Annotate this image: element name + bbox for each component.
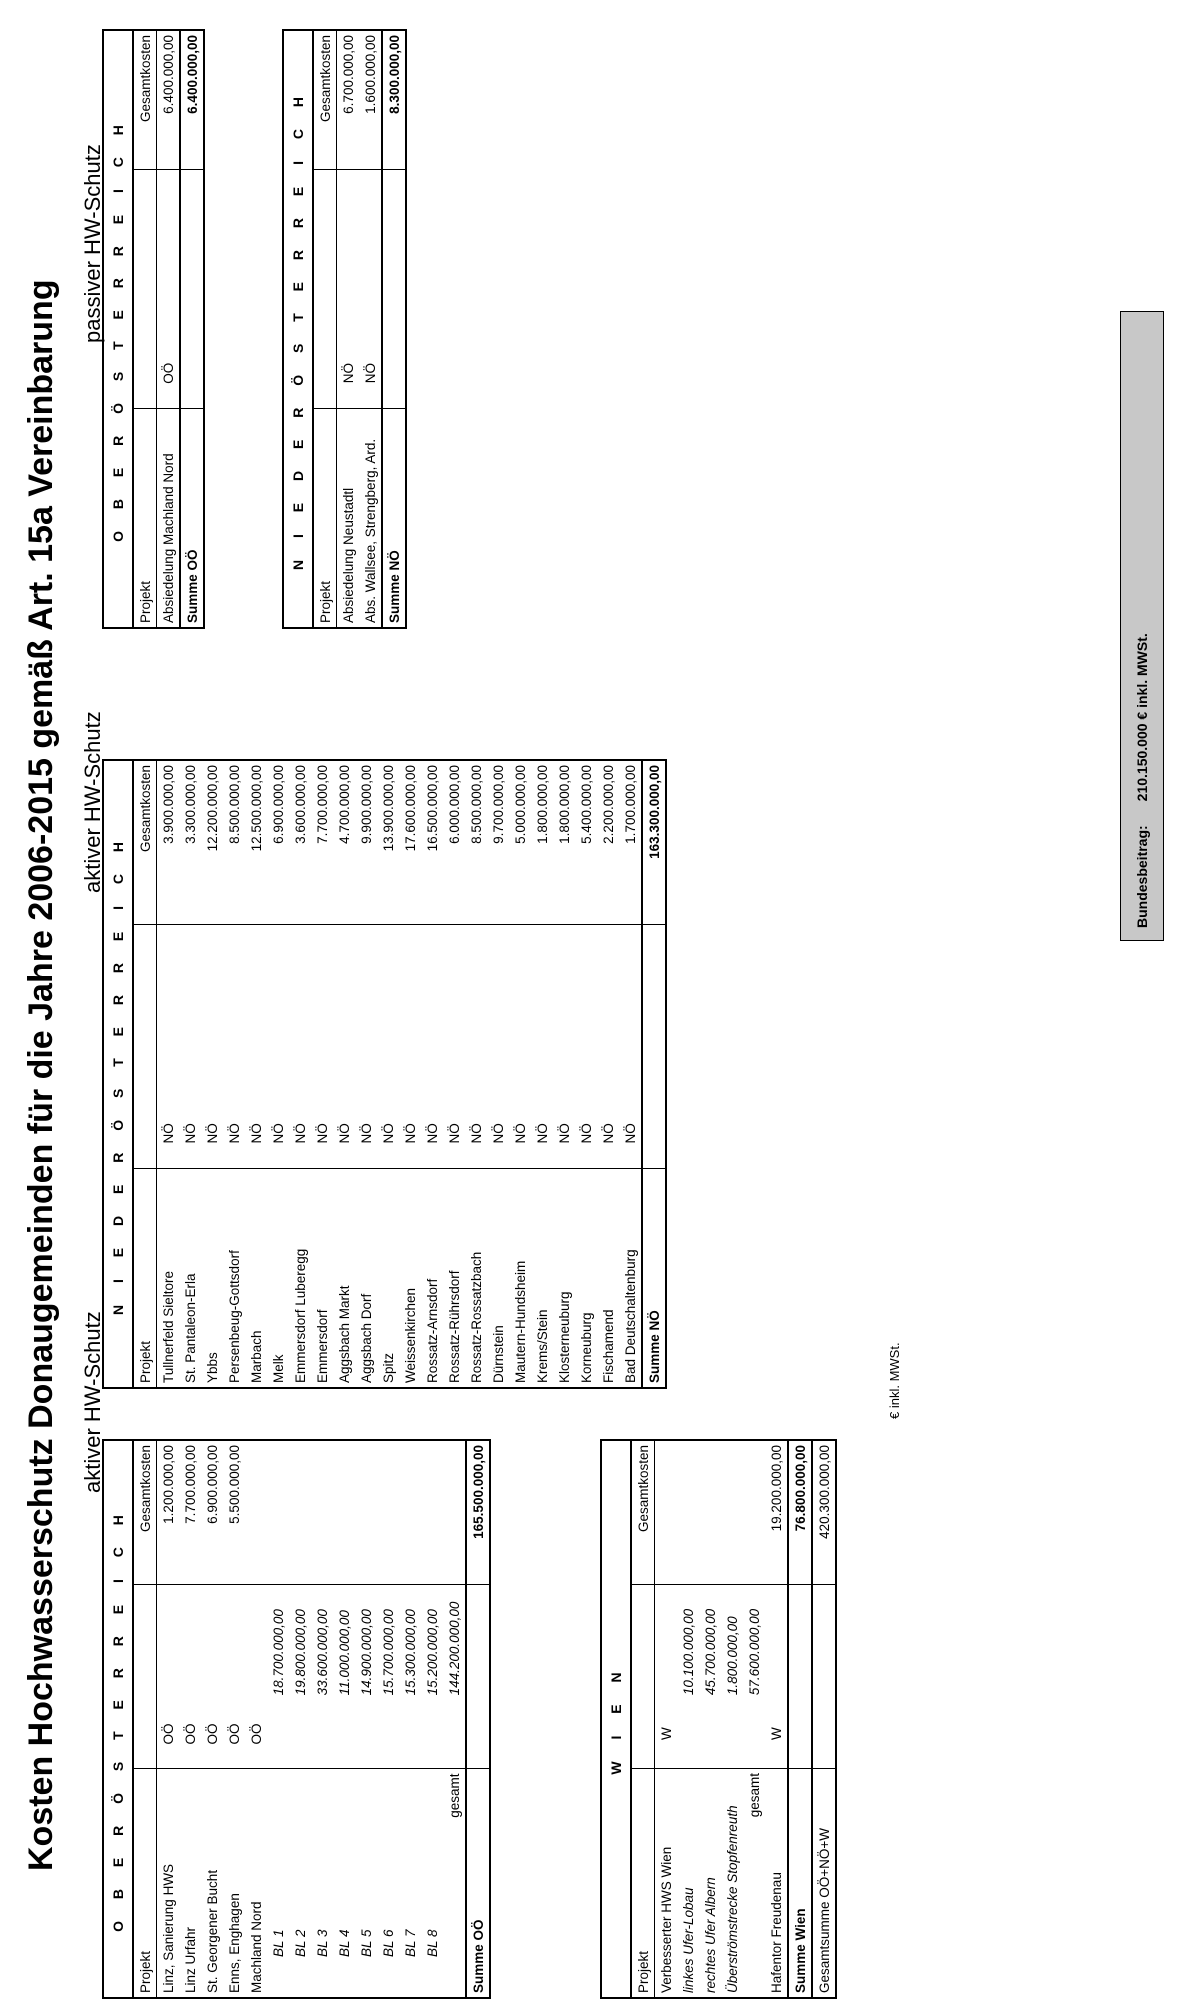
row-land: NÖ: [487, 1099, 509, 1169]
gesamt-value: 57.600.000,00: [746, 1608, 762, 1696]
region-header: N I E D E R Ö S T E R R E I C H: [103, 760, 133, 1388]
row-cost: 3.300.000,00: [179, 760, 201, 925]
row-cost: 13.900.000,00: [377, 760, 399, 925]
table-row: [337, 30, 360, 628]
table-row: [377, 760, 399, 1388]
col-projekt: Projekt: [631, 1768, 655, 1998]
row-subtotal: 45.700.000,00: [702, 1608, 718, 1696]
row-cost: 9.900.000,00: [355, 760, 377, 925]
row-project-name: Tullnerfeld Sieltore: [160, 1270, 176, 1383]
row-cost: 6.700.000,00: [337, 30, 360, 170]
row-land: NÖ: [245, 1099, 267, 1169]
row-project-name: Rossatz-Arnsdorf: [424, 1278, 440, 1383]
row-land: OÖ: [245, 1699, 267, 1769]
hafen-cost: 19.200.000,00: [765, 1440, 788, 1584]
row-subtotal: 11.000.000,00: [336, 1610, 352, 1696]
row-cost: 1.200.000,00: [157, 1440, 180, 1585]
row-cost: [699, 1440, 721, 1584]
row-project-name: Linz Urfahr: [182, 1926, 198, 1993]
sum-label: Summe OÖ: [466, 1769, 490, 1998]
row-land: [421, 1699, 443, 1769]
row-land: NÖ: [465, 1099, 487, 1169]
row-land: [677, 1699, 699, 1768]
row-cost: 6.000.000,00: [443, 760, 465, 925]
table-wien: [600, 1439, 837, 1999]
row-project-name: St. Georgener Bucht: [204, 1869, 220, 1993]
row-project-name: Enns, Enghagen: [226, 1893, 242, 1993]
row-project-name: Absiedelung Neustadtl: [340, 487, 356, 623]
row-cost: 1.800.000,00: [553, 760, 575, 925]
table-row: [597, 760, 619, 1388]
table-row: [311, 1440, 333, 1998]
sum-value: 6.400.000,00: [180, 30, 204, 170]
row-project-name: Persenbeug-Gottsdorf: [226, 1250, 242, 1383]
row-subtotal: 15.700.000,00: [380, 1609, 396, 1696]
region-header: N I E D E R Ö S T E R R E I C H: [283, 30, 313, 628]
row-subtotal: [245, 1585, 267, 1700]
row-project-name: Emmersdorf: [314, 1309, 330, 1383]
table-row: [179, 1440, 201, 1998]
row-land: NÖ: [201, 1099, 223, 1169]
total-value: 420.300.000,00: [812, 1440, 836, 1584]
row-cost: [355, 1440, 377, 1585]
row-subtotal: 19.800.000,00: [292, 1609, 308, 1696]
row-cost: 7.700.000,00: [311, 760, 333, 925]
row-cost: 1.600.000,00: [359, 30, 382, 170]
row-project-name: Ybbs: [204, 1352, 220, 1383]
row-cost: 6.900.000,00: [201, 1440, 223, 1585]
table-row: [245, 760, 267, 1388]
gesamt-label: gesamt: [446, 1773, 462, 1818]
table-row: [223, 760, 245, 1388]
row-land: NÖ: [157, 1099, 180, 1169]
row-project-name: BL 5: [358, 1929, 374, 1957]
table-noe-passiv: [282, 29, 407, 629]
table-row: [465, 760, 487, 1388]
table-ooe-aktiv: [102, 1439, 491, 1999]
sum-value: 8.300.000,00: [382, 30, 406, 170]
row-land: NÖ: [399, 1099, 421, 1169]
page-title: Kosten Hochwasserschutz Donaugemeinden für die Jahre 2006-2015 gemäß Art. 15a Vereinbarung: [22, 279, 60, 1871]
row-land: NÖ: [333, 1099, 355, 1169]
table-row: [267, 1440, 289, 1998]
row-project-name: Verbesserter HWS Wien: [658, 1846, 674, 1993]
row-cost: [377, 1440, 399, 1585]
table-row: [421, 760, 443, 1388]
total-note: € inkl. MWSt.: [887, 1342, 902, 1419]
table-row: [355, 760, 377, 1388]
row-project-name: Fischamend: [600, 1309, 616, 1383]
row-project-name: Aggsbach Dorf: [358, 1293, 374, 1383]
gesamt-label: gesamt: [746, 1772, 762, 1818]
row-cost: 3.600.000,00: [289, 760, 311, 925]
table-row: [509, 760, 531, 1388]
row-subtotal: 14.900.000,00: [358, 1609, 374, 1696]
row-land: NÖ: [597, 1099, 619, 1169]
row-cost: 5.000.000,00: [509, 760, 531, 925]
row-land: [699, 1699, 721, 1768]
row-land: NÖ: [311, 1099, 333, 1169]
row-land: [267, 1699, 289, 1769]
col-projekt: Projekt: [133, 408, 157, 628]
row-land: NÖ: [443, 1099, 465, 1169]
row-project-name: Spitz: [380, 1352, 396, 1383]
bundesbeitrag-value: 210.150.000 € inkl. MWSt.: [1134, 633, 1150, 802]
row-project-name: St. Pantaleon-Erla: [182, 1273, 198, 1383]
table-row: [289, 1440, 311, 1998]
row-project-name: Krems/Stein: [534, 1309, 550, 1383]
gesamt-value: 144.200.000,00: [446, 1601, 462, 1696]
table-row: [311, 760, 333, 1388]
row-project-name: BL 8: [424, 1929, 440, 1957]
row-cost: [333, 1440, 355, 1585]
row-land: NÖ: [575, 1099, 597, 1169]
row-project-name: Aggsbach Markt: [336, 1285, 352, 1383]
row-land: [311, 1699, 333, 1769]
hafen-name: Hafentor Freudenau: [768, 1872, 784, 1993]
row-land: [377, 1699, 399, 1769]
row-cost: [655, 1440, 678, 1584]
row-subtotal: 33.600.000,00: [314, 1609, 330, 1696]
row-cost: 8.500.000,00: [223, 760, 245, 925]
table-row: [575, 760, 597, 1388]
table-row: [157, 760, 180, 1388]
row-project-name: Rossatz-Rossatzbach: [468, 1251, 484, 1383]
row-cost: 16.500.000,00: [421, 760, 443, 925]
row-project-name: Mautern-Hundsheim: [512, 1260, 528, 1383]
row-land: [355, 1699, 377, 1769]
row-project-name: Machland Nord: [248, 1901, 264, 1993]
row-cost: 8.500.000,00: [465, 760, 487, 925]
row-cost: 5.400.000,00: [575, 760, 597, 925]
row-subtotal: [179, 1585, 201, 1700]
row-land: NÖ: [531, 1099, 553, 1169]
label-aktiv-ooe: aktiver HW-Schutz: [80, 1311, 105, 1493]
table-row: [333, 1440, 355, 1998]
bundesbeitrag-label: Bundesbeitrag:: [1134, 825, 1150, 928]
table-row: [359, 30, 382, 628]
table-row: [443, 760, 465, 1388]
row-cost: 4.700.000,00: [333, 760, 355, 925]
row-cost: 5.500.000,00: [223, 1440, 245, 1585]
sum-value: 76.800.000,00: [788, 1440, 812, 1584]
table-row: [487, 760, 509, 1388]
row-land: NÖ: [619, 1099, 642, 1169]
row-land: OÖ: [179, 1699, 201, 1769]
col-projekt: Projekt: [133, 1168, 157, 1388]
row-project-name: BL 7: [402, 1929, 418, 1957]
table-row: [223, 1440, 245, 1998]
row-cost: 7.700.000,00: [179, 1440, 201, 1585]
row-land: NÖ: [223, 1099, 245, 1169]
row-project-name: Überströmstrecke Stopfenreuth: [724, 1805, 740, 1993]
table-row: [721, 1440, 743, 1998]
table-row: [421, 1440, 443, 1998]
row-land: NÖ: [421, 1099, 443, 1169]
row-project-name: BL 4: [336, 1929, 352, 1957]
row-subtotal: [223, 1585, 245, 1700]
label-aktiv-noe: aktiver HW-Schutz: [80, 711, 105, 893]
row-land: NÖ: [553, 1099, 575, 1169]
sum-value: 165.500.000,00: [466, 1440, 490, 1585]
table-row: [267, 760, 289, 1388]
region-header: W I E N: [601, 1440, 631, 1998]
row-subtotal: [655, 1584, 678, 1699]
row-cost: [289, 1440, 311, 1585]
row-land: NÖ: [359, 339, 382, 409]
row-land: NÖ: [289, 1099, 311, 1169]
table-ooe-passiv: [102, 29, 205, 629]
row-project-name: Emmersdorf Luberegg: [292, 1248, 308, 1383]
hafen-land: W: [765, 1699, 788, 1768]
row-subtotal: 1.800.000,00: [724, 1616, 740, 1696]
region-header: O B E R Ö S T E R R E I C H: [103, 30, 133, 628]
row-cost: [421, 1440, 443, 1585]
table-row: [157, 30, 181, 628]
row-land: OÖ: [157, 1699, 180, 1769]
row-land: OÖ: [157, 339, 181, 409]
row-cost: 6.900.000,00: [267, 760, 289, 925]
sum-label: Summe NÖ: [382, 408, 406, 628]
row-project-name: Abs. Wallsee, Strengberg, Ard.: [362, 438, 378, 623]
table-row: [355, 1440, 377, 1998]
row-cost: 3.900.000,00: [157, 760, 180, 925]
row-project-name: BL 2: [292, 1929, 308, 1957]
table-row: [553, 760, 575, 1388]
row-subtotal: [201, 1585, 223, 1700]
col-gesamtkosten: Gesamtkosten: [313, 30, 337, 170]
row-project-name: Rossatz-Rührsdorf: [446, 1270, 462, 1383]
row-project-name: Bad Deutschaltenburg: [622, 1249, 638, 1383]
row-land: [333, 1699, 355, 1769]
row-project-name: Korneuburg: [578, 1312, 594, 1383]
col-gesamtkosten: Gesamtkosten: [133, 30, 157, 170]
row-land: W: [655, 1699, 678, 1768]
row-land: NÖ: [337, 339, 360, 409]
row-project-name: Linz, Sanierung HWS: [160, 1863, 176, 1993]
col-gesamtkosten: Gesamtkosten: [133, 1440, 157, 1585]
table-row: [377, 1440, 399, 1998]
row-subtotal: [157, 1585, 180, 1700]
row-cost: 1.800.000,00: [531, 760, 553, 925]
row-cost: [245, 1440, 267, 1585]
row-land: [289, 1699, 311, 1769]
table-row: [201, 760, 223, 1388]
col-gesamtkosten: Gesamtkosten: [631, 1440, 655, 1584]
row-subtotal: 18.700.000,00: [270, 1609, 286, 1696]
row-cost: 9.700.000,00: [487, 760, 509, 925]
row-cost: [721, 1440, 743, 1584]
row-land: NÖ: [355, 1099, 377, 1169]
row-land: NÖ: [377, 1099, 399, 1169]
row-project-name: Klosterneuburg: [556, 1291, 572, 1383]
row-subtotal: 15.200.000,00: [424, 1609, 440, 1696]
sum-label: Summe OÖ: [180, 408, 204, 628]
table-noe-aktiv: [102, 759, 667, 1389]
bundesbeitrag-box: [1120, 311, 1164, 941]
table-row: [677, 1440, 699, 1998]
row-project-name: linkes Ufer-Lobau: [680, 1887, 696, 1993]
row-project-name: Melk: [270, 1354, 286, 1383]
row-cost: [399, 1440, 421, 1585]
table-row: [179, 760, 201, 1388]
row-land: NÖ: [267, 1099, 289, 1169]
row-cost: 2.200.000,00: [597, 760, 619, 925]
row-cost: 17.600.000,00: [399, 760, 421, 925]
row-subtotal: 15.300.000,00: [402, 1609, 418, 1696]
row-project-name: BL 1: [270, 1929, 286, 1957]
table-row: [399, 1440, 421, 1998]
table-row: [619, 760, 642, 1388]
col-gesamtkosten: Gesamtkosten: [133, 760, 157, 925]
row-land: NÖ: [179, 1099, 201, 1169]
table-row: [655, 1440, 678, 1998]
col-projekt: Projekt: [133, 1769, 157, 1998]
table-row: [699, 1440, 721, 1998]
row-land: OÖ: [223, 1699, 245, 1769]
table-row: [399, 760, 421, 1388]
row-project-name: BL 3: [314, 1929, 330, 1957]
row-land: NÖ: [509, 1099, 531, 1169]
row-cost: [311, 1440, 333, 1585]
label-passiv: passiver HW-Schutz: [80, 144, 105, 343]
sum-label: Summe Wien: [788, 1768, 812, 1998]
table-row: [333, 760, 355, 1388]
row-cost: 12.200.000,00: [201, 760, 223, 925]
row-project-name: Absiedelung Machland Nord: [160, 453, 176, 623]
sum-value: 163.300.000,00: [642, 760, 666, 925]
row-project-name: BL 6: [380, 1929, 396, 1957]
row-cost: [267, 1440, 289, 1585]
row-land: [721, 1699, 743, 1768]
row-project-name: rechtes Ufer Albern: [702, 1877, 718, 1993]
row-project-name: Dürnstein: [490, 1325, 506, 1383]
region-header: O B E R Ö S T E R R E I C H: [103, 1440, 133, 1998]
row-subtotal: 10.100.000,00: [680, 1608, 696, 1696]
row-cost: 1.700.000,00: [619, 760, 642, 925]
row-land: [399, 1699, 421, 1769]
row-land: OÖ: [201, 1699, 223, 1769]
row-project-name: Weissenkirchen: [402, 1287, 418, 1383]
table-row: [289, 760, 311, 1388]
sum-label: Summe NÖ: [642, 1168, 666, 1388]
total-label: Gesamtsumme OÖ+NÖ+W: [816, 1827, 832, 1993]
row-cost: [677, 1440, 699, 1584]
col-projekt: Projekt: [313, 408, 337, 628]
table-row: [245, 1440, 267, 1998]
table-row: [157, 1440, 180, 1998]
table-row: [201, 1440, 223, 1998]
row-cost: 12.500.000,00: [245, 760, 267, 925]
row-project-name: Marbach: [248, 1330, 264, 1383]
row-cost: 6.400.000,00: [157, 30, 181, 170]
table-row: [531, 760, 553, 1388]
